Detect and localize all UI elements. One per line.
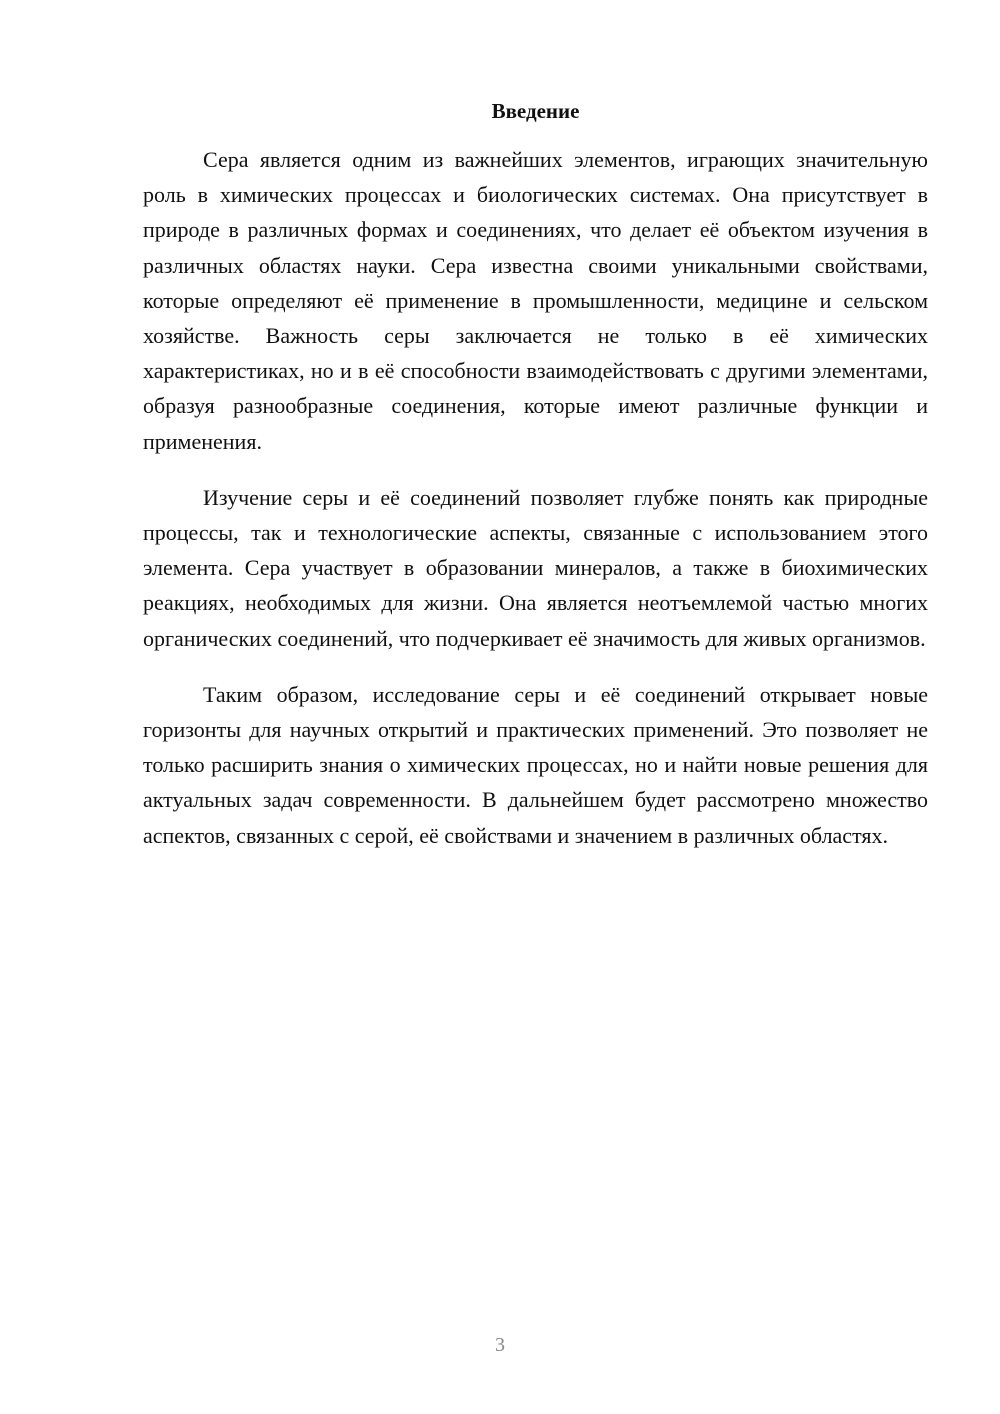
section-title: Введение [491,99,580,123]
paragraph-2: Изучение серы и её соединений позволяет глубже понять как природные процессы, так и технологические аспекты, связанные с использованием этого элемента. Сера участвует в образовании минералов, а также в биохимических реакциях, необходимых для жизни. Она является неотъемлемой частью многих органических соединений, что подчеркивает её значимость для живых организмов. [143,484,928,651]
document-body [143,96,928,874]
paragraph-3: Таким образом, исследование серы и её соединений открывает новые горизонты для научных открытий и практических применений. Это позволяет не только расширить знания о химических процессах, но и найти новые решения для актуальных задач современности. В дальнейшем будет рассмотрено множество аспектов, связанных с серой, её свойствами и значением в различных областях. [143,681,928,848]
page-number: 3 [495,1334,505,1356]
paragraph-1: Сера является одним из важнейших элементов, играющих значительную роль в химических процессах и биологических системах. Она присутствует в природе в различных формах и соединениях, что делает её объектом изучения в различных областях науки. Сера известна своими уникальными свойствами, которые определяют её применение в промышленности, медицине и сельском хозяйстве. Важность серы заключается не только в её химических характеристиках, но и в её способности взаимодействовать с другими элементами, образуя разнообразные соединения, которые имеют различные функции и применения. [143,147,928,454]
